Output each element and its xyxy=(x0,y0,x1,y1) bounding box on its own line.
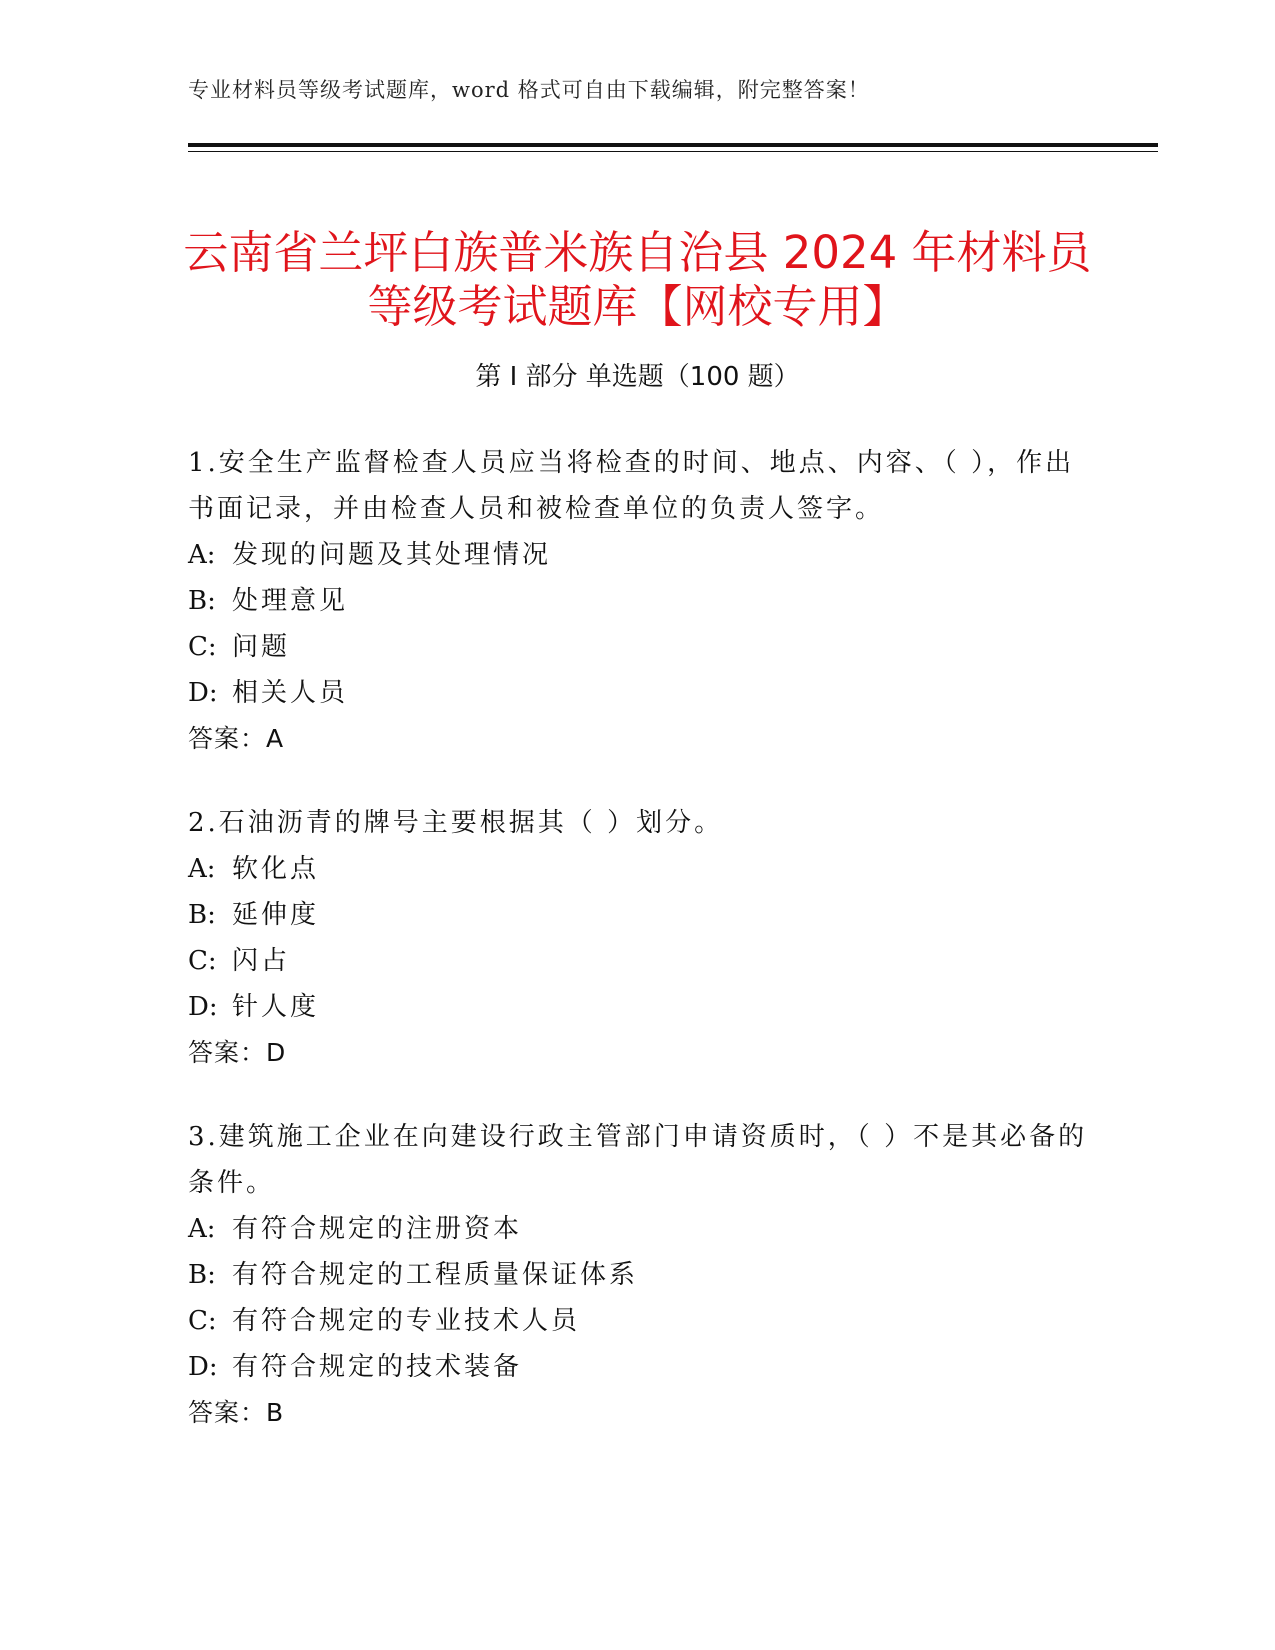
option-a xyxy=(188,532,1088,578)
option-key: B: xyxy=(188,586,216,616)
header-rule-thick xyxy=(188,143,1158,147)
option-text: 发现的问题及其处理情况 xyxy=(232,540,552,570)
answer: 答案：A xyxy=(188,724,285,753)
option-key: A: xyxy=(188,540,216,570)
option-a xyxy=(188,846,1088,892)
document-title xyxy=(150,226,1125,334)
header-note: 专业材料员等级考试题库，word 格式可自由下载编辑，附完整答案！ xyxy=(188,78,870,102)
option-text: 问题 xyxy=(232,632,291,662)
option-d xyxy=(188,1344,1088,1390)
option-text: 有符合规定的专业技术人员 xyxy=(232,1306,581,1336)
option-key: D: xyxy=(188,992,218,1022)
document-title-line2: 等级考试题库【网校专用】 xyxy=(367,280,908,334)
question-2 xyxy=(188,800,1088,1076)
question-stem: 1.安全生产监督检查人员应当将检查的时间、地点、内容、（ ），作出书面记录，并由检查人员和被检查单位的负责人签字。 xyxy=(188,448,1075,524)
option-text: 有符合规定的工程质量保证体系 xyxy=(232,1260,639,1290)
option-b xyxy=(188,892,1088,938)
option-text: 相关人员 xyxy=(232,678,349,708)
section-title: 第 I 部分 单选题（100 题） xyxy=(475,362,800,392)
option-c xyxy=(188,938,1088,984)
question-1 xyxy=(188,440,1088,762)
option-c xyxy=(188,624,1088,670)
option-text: 延伸度 xyxy=(232,900,320,930)
option-c xyxy=(188,1298,1088,1344)
option-d xyxy=(188,670,1088,716)
option-text: 处理意见 xyxy=(232,586,349,616)
option-key: B: xyxy=(188,1260,216,1290)
option-key: A: xyxy=(188,1214,216,1244)
option-text: 闪占 xyxy=(232,946,291,976)
option-key: D: xyxy=(188,678,218,708)
question-stem: 2.石油沥青的牌号主要根据其（ ）划分。 xyxy=(188,808,724,838)
option-b xyxy=(188,1252,1088,1298)
option-a xyxy=(188,1206,1088,1252)
option-d xyxy=(188,984,1088,1030)
question-stem: 3.建筑施工企业在向建设行政主管部门申请资质时，（ ）不是其必备的条件。 xyxy=(188,1122,1088,1198)
question-list xyxy=(188,440,1088,1474)
answer: 答案：D xyxy=(188,1038,287,1067)
option-key: C: xyxy=(188,946,217,976)
document-title-line1: 云南省兰坪白族普米族自治县 2024 年材料员 xyxy=(183,226,1092,280)
option-key: C: xyxy=(188,1306,217,1336)
question-3 xyxy=(188,1114,1088,1436)
option-key: C: xyxy=(188,632,217,662)
option-text: 针人度 xyxy=(232,992,320,1022)
option-text: 有符合规定的注册资本 xyxy=(232,1214,523,1244)
option-key: B: xyxy=(188,900,216,930)
header-rule-thin xyxy=(188,151,1158,152)
option-key: A: xyxy=(188,854,216,884)
option-text: 软化点 xyxy=(232,854,320,884)
option-key: D: xyxy=(188,1352,218,1382)
option-b xyxy=(188,578,1088,624)
option-text: 有符合规定的技术装备 xyxy=(232,1352,523,1382)
answer: 答案：B xyxy=(188,1398,285,1427)
